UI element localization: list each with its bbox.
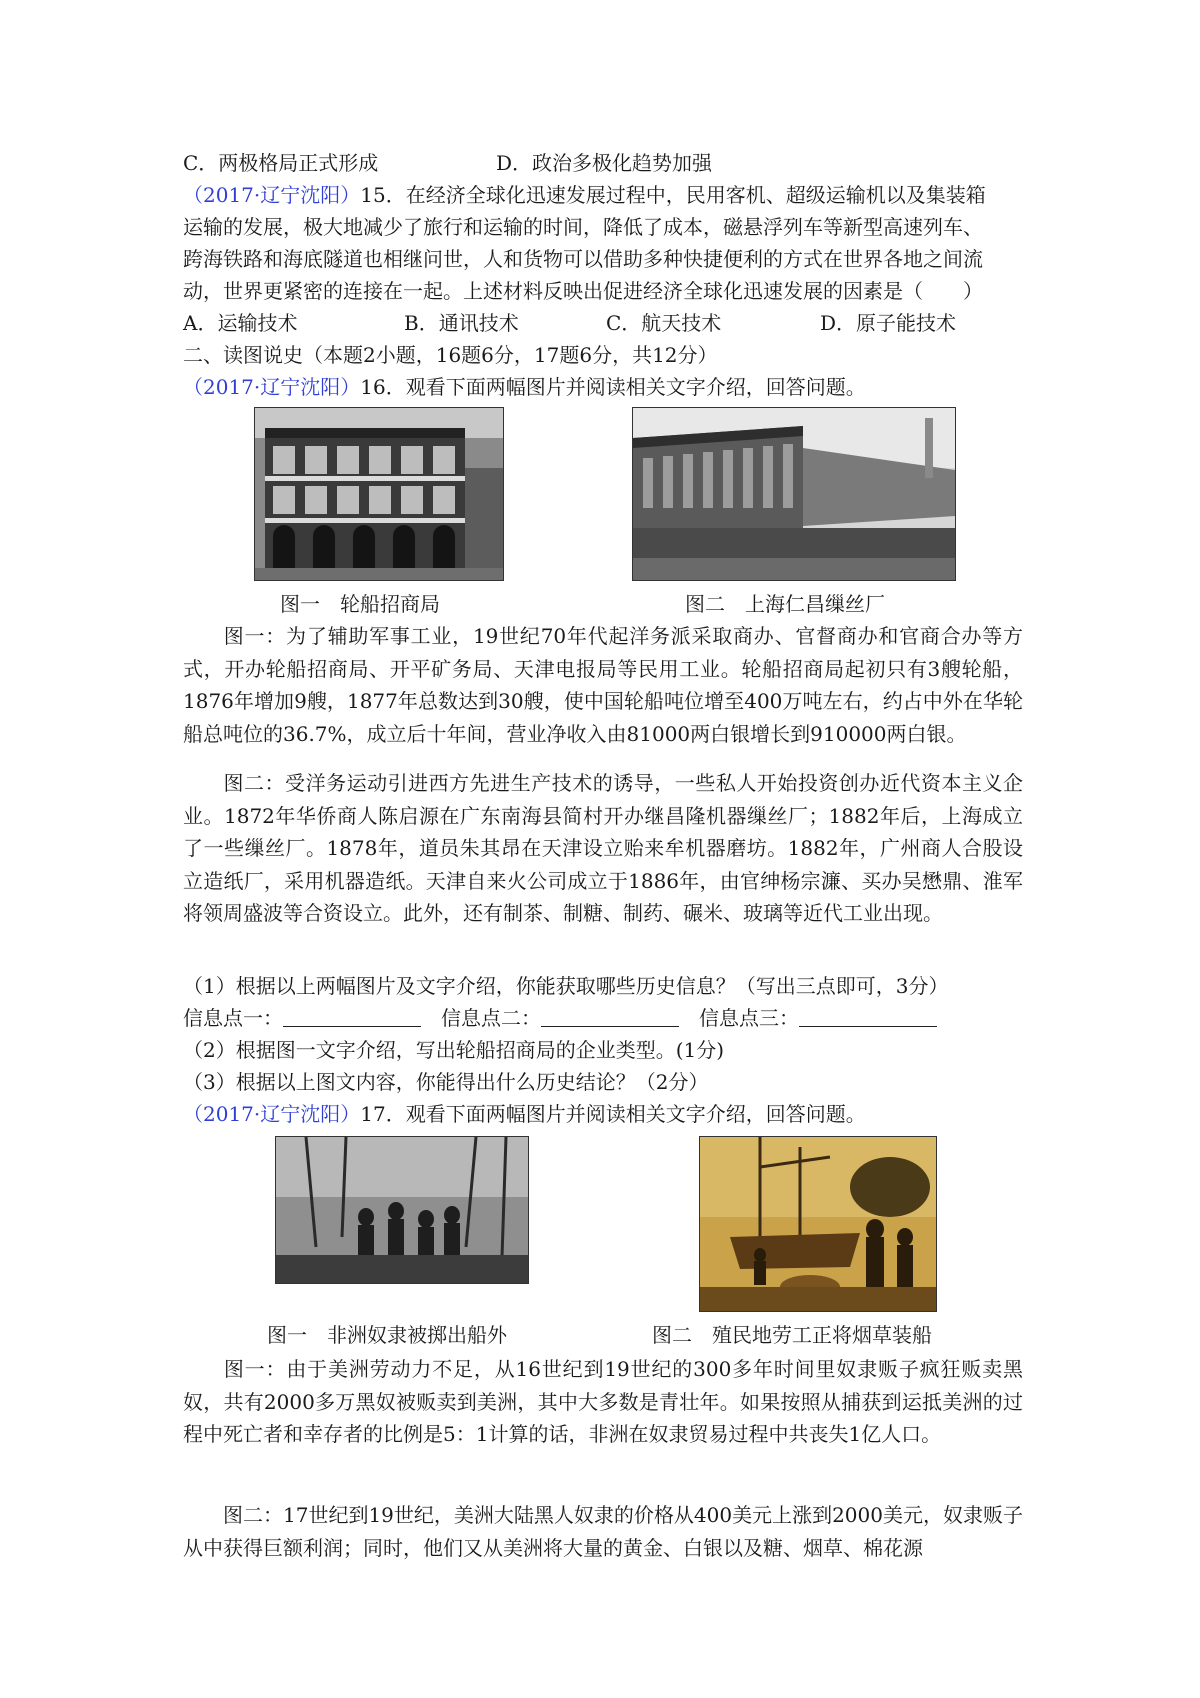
q16-paragraph-2-text: 图二：受洋务运动引进西方先进生产技术的诱导，一些私人开始投资创办近代资本主义企业。1872年华侨商人陈启源在广东南海县简村开办继昌隆机器缫丝厂；1882年后，上海成立了一些缫丝厂。1878年，道员朱其昂在天津设立贻来牟机器磨坊。1882年，广州商人合股设立造纸厂，采用机器造纸。天津自来火公司成立于1886年，由官绅杨宗濂、买办吴懋鼎、淮军将领周盛波等合资设立。此外，还有制茶、制糖、制药、碾米、玻璃等近代工业出现。	[183, 771, 1023, 925]
photo-steamship-merchants-bureau	[254, 407, 504, 581]
q15-stem-1: 15．在经济全球化迅速发展过程中，民用客机、超级运输机以及集装箱	[360, 183, 986, 207]
photo-slaves-thrown-overboard	[275, 1136, 529, 1284]
q17-paragraph-1	[183, 1353, 1023, 1451]
q14-option-c: C．两极格局正式形成	[183, 151, 379, 175]
q15-option-b: B．通讯技术	[404, 311, 519, 335]
q17-paragraph-2-text: 图二：17世纪到19世纪，美洲大陆黑人奴隶的价格从400美元上涨到2000美元，奴隶贩子从中获得巨额利润；同时，他们又从美洲将大量的黄金、白银以及糖、烟草、棉花源	[183, 1503, 1023, 1560]
q16-caption-1: 图一 轮船招商局	[280, 592, 440, 616]
section-heading: 二、读图说史（本题2小题，16题6分，17题6分，共12分）	[183, 343, 718, 367]
q15-line-3: 跨海铁路和海底隧道也相继问世，人和货物可以借助多种快捷便利的方式在世界各地之间流	[183, 247, 983, 271]
info-point-3-label: 信息点三：	[699, 1006, 799, 1030]
q16-paragraph-1	[183, 620, 1023, 750]
q17-caption-1: 图一 非洲奴隶被掷出船外	[267, 1323, 507, 1347]
q15-option-d: D．原子能技术	[820, 311, 957, 335]
q16-stem: 16．观看下面两幅图片并阅读相关文字介绍，回答问题。	[360, 375, 866, 399]
photo-renchang-silk-factory	[632, 407, 956, 581]
q17-stem-line	[183, 1098, 866, 1130]
info-point-1-blank[interactable]	[283, 1006, 421, 1027]
q16-sub-question-2: （2）根据图一文字介绍，写出轮船招商局的企业类型。(1分)	[183, 1038, 725, 1062]
q16-paragraph-1-text: 图一：为了辅助军事工业，19世纪70年代起洋务派采取商办、官督商办和官商合办等方式，开办轮船招商局、开平矿务局、天津电报局等民用工业。轮船招商局起初只有3艘轮船，1876年增加9艘，1877年总数达到30艘，使中国轮船吨位增至400万吨左右，约占中外在华轮船总吨位的36.7%，成立后十年间，营业净收入由81000两白银增长到910000两白银。	[183, 624, 1023, 746]
q17-paragraph-2	[183, 1499, 1023, 1564]
q17-source: （2017·辽宁沈阳）	[183, 1102, 361, 1126]
q17-stem: 17．观看下面两幅图片并阅读相关文字介绍，回答问题。	[360, 1102, 866, 1126]
info-point-1-label: 信息点一：	[183, 1006, 283, 1030]
q16-sub-question-3: （3）根据以上图文内容，你能得出什么历史结论？（2分）	[183, 1070, 709, 1094]
q15-line-4: 动，世界更紧密的连接在一起。上述材料反映出促进经济全球化迅速发展的因素是（ ）	[183, 279, 983, 303]
info-point-2-label: 信息点二：	[441, 1006, 541, 1030]
q15-option-c: C．航天技术	[606, 311, 722, 335]
q16-source: （2017·辽宁沈阳）	[183, 375, 361, 399]
q16-paragraph-2	[183, 767, 1023, 930]
q16-stem-line	[183, 371, 866, 403]
q17-paragraph-1-text: 图一：由于美洲劳动力不足，从16世纪到19世纪的300多年时间里奴隶贩子疯狂贩卖黑奴，共有2000多万黑奴被贩卖到美洲，其中大多数是青壮年。如果按照从捕获到运抵美洲的过程中死亡者和幸存者的比例是5：1计算的话，非洲在奴隶贸易过程中共丧失1亿人口。	[183, 1357, 1023, 1446]
q15-line-1	[183, 179, 986, 211]
photo-tobacco-loading	[699, 1136, 937, 1312]
q15-source: （2017·辽宁沈阳）	[183, 183, 361, 207]
q16-caption-2: 图二 上海仁昌缫丝厂	[685, 592, 885, 616]
q14-option-d: D．政治多极化趋势加强	[496, 151, 713, 175]
q15-line-2: 运输的发展，极大地减少了旅行和运输的时间，降低了成本，磁悬浮列车等新型高速列车、	[183, 215, 983, 239]
info-point-2-blank[interactable]	[541, 1006, 679, 1027]
info-point-3-blank[interactable]	[799, 1006, 937, 1027]
q17-caption-2: 图二 殖民地劳工正将烟草装船	[652, 1323, 932, 1347]
q16-sub-question-1: （1）根据以上两幅图片及文字介绍，你能获取哪些历史信息？（写出三点即可，3分）	[183, 974, 949, 998]
q15-option-a: A．运输技术	[183, 311, 298, 335]
q16-info-points	[183, 1002, 957, 1034]
